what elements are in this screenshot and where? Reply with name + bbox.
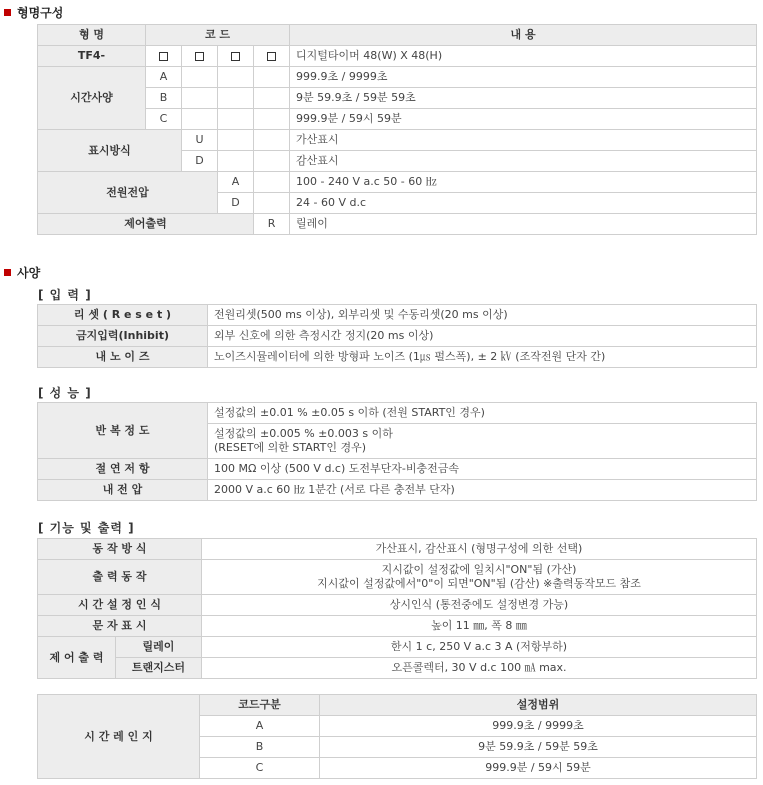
inhibit-value: 외부 신호에 의한 측정시간 정지(20 ms 이상) — [208, 326, 757, 347]
range-value: 9분 59.9초 / 59분 59초 — [320, 737, 757, 758]
repeat-value-2b: (RESET에 의한 START인 경우) — [214, 441, 367, 454]
repeat-value-2 — [208, 424, 757, 459]
transistor-value: 오픈콜렉터, 30 V d.c 100 ㎃ max. — [202, 658, 757, 679]
section-title-text: 사양 — [17, 266, 41, 280]
time-spec-desc: 999.9분 / 59시 59분 — [290, 109, 757, 130]
power-desc: 100 - 240 V a.c 50 - 60 ㎐ — [290, 172, 757, 193]
range-code: C — [200, 758, 320, 779]
range-code: B — [200, 737, 320, 758]
power-label: 전원전압 — [38, 172, 218, 214]
input-table — [37, 304, 757, 368]
repeat-value-2a: 설정값의 ±0.005 % ±0.003 s 이하 — [214, 427, 393, 440]
time-range-table — [37, 694, 757, 779]
control-output-label: 제 어 출 력 — [38, 637, 116, 679]
power-desc: 24 - 60 V d.c — [290, 193, 757, 214]
output-op-value-1: 지시값이 설정값에 일치시"ON"됨 (가산) — [381, 563, 577, 576]
power-code: A — [218, 172, 254, 193]
code-box-icon — [195, 52, 204, 61]
header-code: 코 드 — [146, 25, 290, 46]
code-box-icon — [159, 52, 168, 61]
inhibit-label: 금지입력(Inhibit) — [38, 326, 208, 347]
repeat-value-1: 설정값의 ±0.01 % ±0.05 s 이하 (전원 START인 경우) — [208, 403, 757, 424]
char-display-value: 높이 11 ㎜, 폭 8 ㎜ — [202, 616, 757, 637]
withstand-value: 2000 V a.c 60 ㎐ 1분간 (서로 다른 충전부 단자) — [208, 480, 757, 501]
display-label: 표시방식 — [38, 130, 182, 172]
noise-label: 내 노 이 즈 — [38, 347, 208, 368]
func-table — [37, 538, 757, 679]
reset-label: 리 셋 ( R e s e t ) — [38, 305, 208, 326]
time-setting-value: 상시인식 (통전중에도 설정변경 가능) — [202, 595, 757, 616]
input-title: [ 입 력 ] — [38, 288, 92, 302]
output-op-value — [202, 560, 757, 595]
output-code: R — [254, 214, 290, 235]
model-name: TF4- — [38, 46, 146, 67]
repeat-label: 반 복 정 도 — [38, 403, 208, 459]
operation-label: 동 작 방 식 — [38, 539, 202, 560]
display-code: U — [182, 130, 218, 151]
display-desc: 감산표시 — [290, 151, 757, 172]
range-value: 999.9초 / 9999초 — [320, 716, 757, 737]
display-desc: 가산표시 — [290, 130, 757, 151]
red-square-icon — [4, 9, 11, 16]
display-code: D — [182, 151, 218, 172]
noise-value: 노이즈시뮬레이터에 의한 방형파 노이즈 (1㎲ 펄스폭), ± 2 ㎸ (조작전원 단자 간) — [208, 347, 757, 368]
range-col-setting: 설정범위 — [320, 695, 757, 716]
transistor-label: 트랜지스터 — [116, 658, 202, 679]
func-title: [ 기능 및 출력 ] — [38, 521, 135, 535]
range-code: A — [200, 716, 320, 737]
relay-value: 한시 1 c, 250 V a.c 3 A (저항부하) — [202, 637, 757, 658]
output-label: 제어출력 — [38, 214, 254, 235]
code-box-icon — [267, 52, 276, 61]
red-square-icon — [4, 269, 11, 276]
time-range-label: 시 간 레 인 지 — [38, 695, 200, 779]
power-code: D — [218, 193, 254, 214]
insulation-label: 절 연 저 항 — [38, 459, 208, 480]
insulation-value: 100 MΩ 이상 (500 V d.c) 도전부단자-비충전금속 — [208, 459, 757, 480]
time-spec-label: 시간사양 — [38, 67, 146, 130]
section-title-text: 형명구성 — [17, 6, 64, 20]
model-composition-table — [37, 24, 757, 235]
model-desc: 디지털타이머 48(W) X 48(H) — [290, 46, 757, 67]
relay-label: 릴레이 — [116, 637, 202, 658]
section-title-model — [4, 4, 63, 21]
reset-value: 전원리셋(500 ms 이상), 외부리셋 및 수동리셋(20 ms 이상) — [208, 305, 757, 326]
time-spec-code: B — [146, 88, 182, 109]
char-display-label: 문 자 표 시 — [38, 616, 202, 637]
perf-title: [ 성 능 ] — [38, 386, 92, 400]
perf-table — [37, 402, 757, 501]
operation-value: 가산표시, 감산표시 (형명구성에 의한 선택) — [202, 539, 757, 560]
header-model: 형 명 — [38, 25, 146, 46]
section-title-spec — [4, 264, 40, 281]
code-box-icon — [231, 52, 240, 61]
time-spec-desc: 999.9초 / 9999초 — [290, 67, 757, 88]
output-op-value-2: 지시값이 설정값에서"0"이 되면"ON"됨 (감산) ※출력동작모드 참조 — [317, 577, 641, 590]
time-spec-desc: 9분 59.9초 / 59분 59초 — [290, 88, 757, 109]
range-value: 999.9분 / 59시 59분 — [320, 758, 757, 779]
time-setting-label: 시 간 설 정 인 식 — [38, 595, 202, 616]
range-col-code: 코드구분 — [200, 695, 320, 716]
output-op-label: 출 력 동 작 — [38, 560, 202, 595]
header-content: 내 용 — [290, 25, 757, 46]
withstand-label: 내 전 압 — [38, 480, 208, 501]
time-spec-code: C — [146, 109, 182, 130]
time-spec-code: A — [146, 67, 182, 88]
output-desc: 릴레이 — [290, 214, 757, 235]
